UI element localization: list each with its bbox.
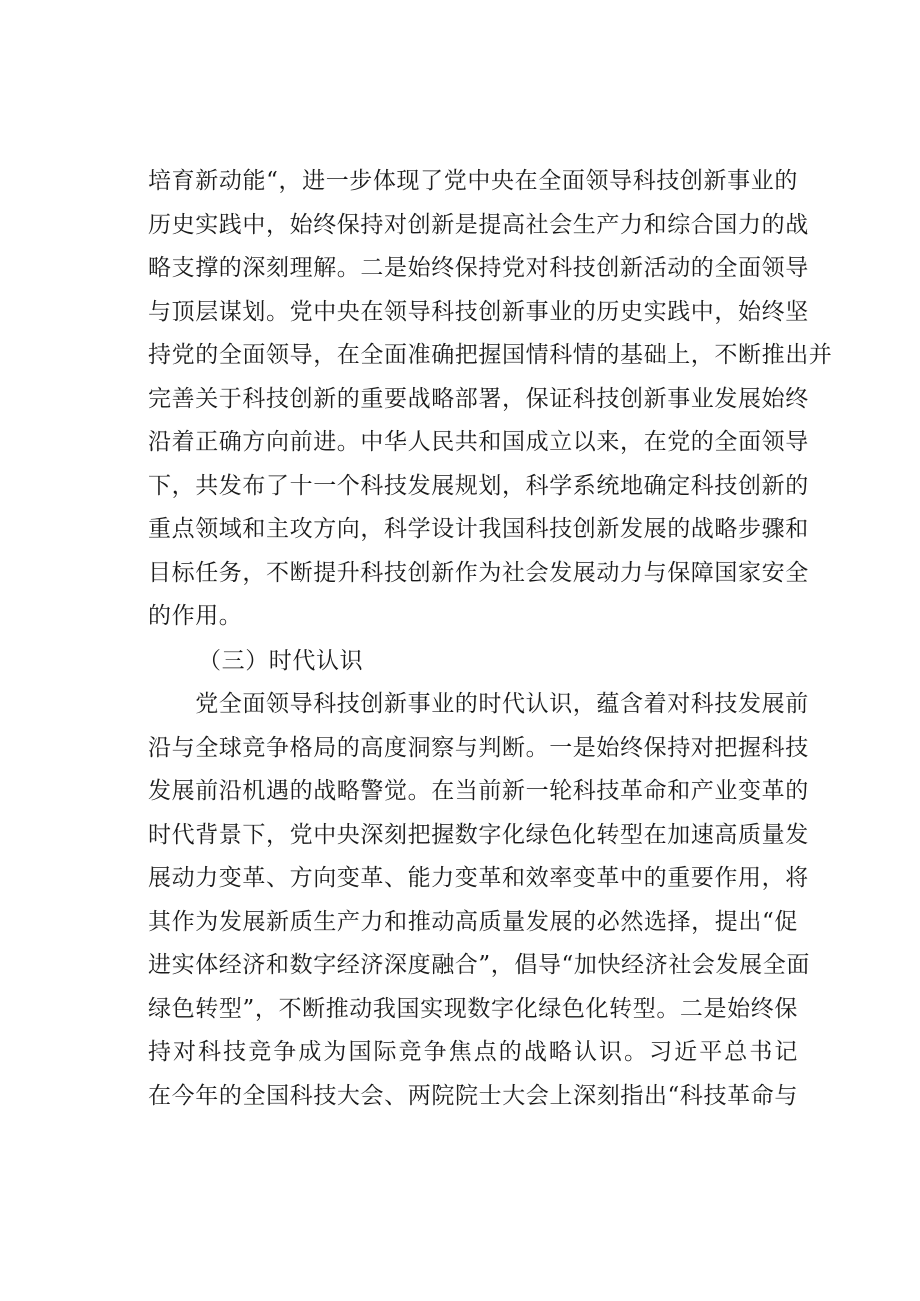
paragraph-line: 其作为发展新质生产力和推动高质量发展的必然选择，提出“促	[148, 908, 798, 935]
paragraph-line: 的作用。	[148, 603, 243, 629]
paragraph-line: 重点领域和主攻方向，科学设计我国科技创新发展的战略步骤和	[148, 516, 809, 542]
paragraph-line: 目标任务，不断提升科技创新作为社会发展动力与保障国家安全	[148, 559, 809, 586]
paragraph-line: 培育新动能“，进一步体现了党中央在全面领导科技创新事业的	[148, 168, 798, 194]
paragraph-line: 绿色转型”，不断推动我国实现数字化绿色化转型。二是始终保	[148, 995, 798, 1022]
paragraph-line: 完善关于科技创新的重要战略部署，保证科技创新事业发展始终	[148, 385, 809, 412]
paragraph-line: 历史实践中，始终保持对创新是提高社会生产力和综合国力的战	[148, 211, 809, 238]
paragraph-line: 党全面领导科技创新事业的时代认识，蕴含着对科技发展前	[148, 691, 809, 717]
paragraph-line: 沿着正确方向前进。中华人民共和国成立以来，在党的全面领导	[148, 429, 809, 455]
paragraph-line: 与顶层谋划。党中央在领导科技创新事业的历史实践中，始终坚	[148, 298, 809, 325]
paragraph-line: 展动力变革、方向变革、能力变革和效率变革中的重要作用，将	[148, 865, 809, 891]
paragraph-line: 持对科技竞争成为国际竞争焦点的战略认识。习近平总书记	[148, 1039, 798, 1065]
paragraph-line: 发展前沿机遇的战略警觉。在当前新一轮科技革命和产业变革的	[148, 778, 809, 804]
paragraph-line: 略支撑的深刻理解。二是始终保持党对科技创新活动的全面领导	[148, 255, 809, 281]
section-heading: （三）时代认识	[198, 648, 364, 674]
paragraph-line: 在今年的全国科技大会、两院院士大会上深刻指出“科技革命与	[148, 1082, 798, 1109]
paragraph-1	[148, 160, 833, 639]
paragraph-line: 时代背景下，党中央深刻把握数字化绿色化转型在加速高质量发	[148, 821, 809, 848]
paragraph-line: 下，共发布了十一个科技发展规划，科学系统地确定科技创新的	[148, 472, 809, 499]
paragraph-2	[148, 683, 810, 1118]
paragraph-line: 持党的全面领导，在全面准确把握国情科情的基础上，不断推出并	[148, 342, 833, 368]
section-heading-block	[148, 640, 798, 684]
paragraph-line: 进实体经济和数字经济深度融合”，倡导“加快经济社会发展全面	[148, 952, 810, 978]
paragraph-line: 沿与全球竞争格局的高度洞察与判断。一是始终保持对把握科技	[148, 734, 809, 761]
